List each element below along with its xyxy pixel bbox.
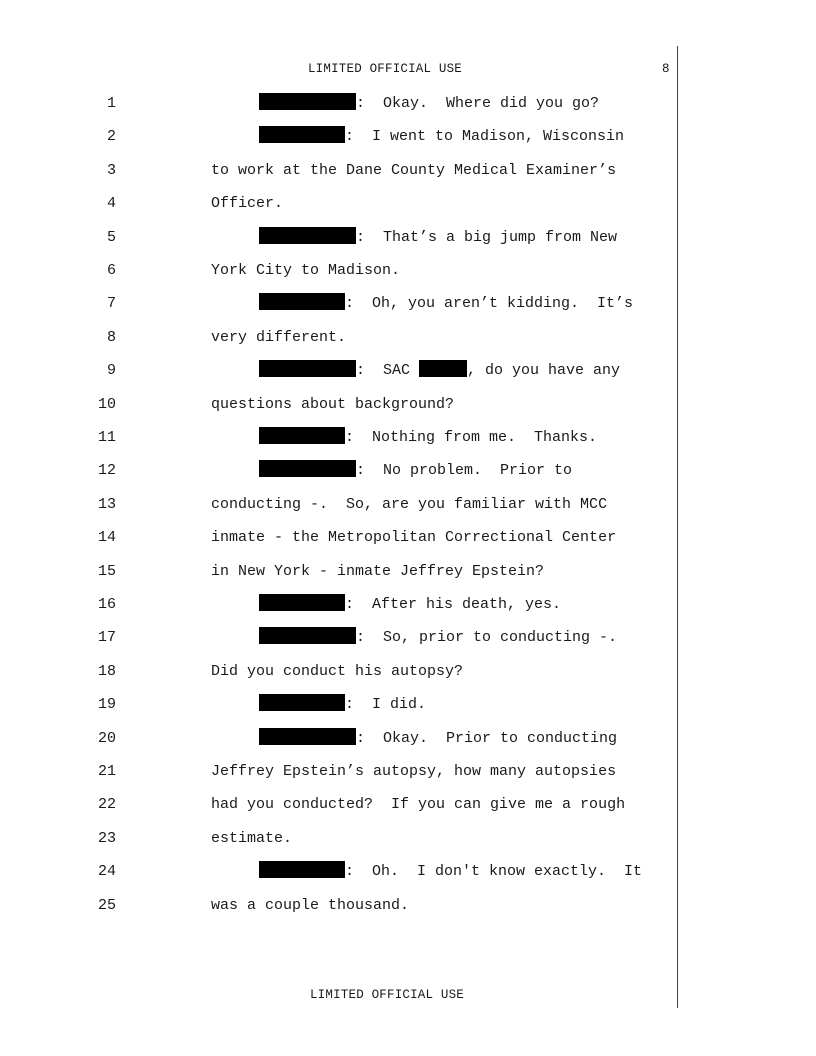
line-text-segment: : Nothing from me. Thanks.: [345, 429, 598, 446]
line-text-segment: : No problem. Prior to: [356, 462, 573, 480]
line-number: 6: [106, 262, 116, 279]
line-text-segment: : SAC: [356, 362, 420, 380]
redaction-box: [259, 627, 356, 644]
transcript-line: [0, 125, 700, 149]
transcript-line: [0, 894, 700, 918]
line-text: [211, 326, 346, 350]
line-number: 25: [97, 896, 116, 914]
transcript-line: [0, 159, 700, 183]
line-text: [259, 426, 597, 450]
line-number: 9: [106, 362, 116, 380]
line-text-segment: to work at the Dane County Medical Examiner’s: [211, 161, 617, 179]
line-text-segment: estimate.: [211, 829, 293, 847]
transcript-line: [0, 626, 700, 650]
line-text: [259, 92, 599, 116]
transcript-line: [0, 760, 700, 784]
line-number: 13: [97, 495, 116, 513]
line-number: 10: [97, 395, 116, 413]
line-text-segment: had you conducted? If you can give me a rough: [211, 796, 626, 814]
transcript-line: [0, 393, 700, 417]
line-number: 12: [97, 462, 116, 480]
line-text: [259, 626, 617, 650]
line-number: 5: [106, 228, 116, 246]
transcript-line: [0, 426, 700, 450]
line-text-segment: York City to Madison.: [211, 262, 401, 279]
line-text-segment: in New York - inmate Jeffrey Epstein?: [211, 562, 545, 580]
page-footer: LIMITED OFFICIAL USE: [309, 988, 465, 1002]
line-text: [259, 693, 426, 717]
line-number: 2: [106, 128, 116, 146]
line-text: [211, 760, 616, 784]
line-text-segment: : I went to Madison, Wisconsin: [345, 128, 625, 146]
line-number: 17: [97, 629, 116, 647]
transcript-line: [0, 226, 700, 250]
line-number: 7: [106, 295, 116, 313]
transcript-line: [0, 560, 700, 584]
line-number: 19: [97, 696, 116, 714]
redaction-box: [259, 861, 345, 878]
line-number: 21: [97, 763, 116, 780]
line-text-segment: : After his death, yes.: [345, 596, 562, 613]
line-number: 18: [97, 662, 116, 680]
transcript-line: [0, 192, 700, 216]
line-text: [259, 860, 642, 884]
redaction-box: [259, 694, 345, 711]
line-text: [259, 226, 617, 250]
page-number: 8: [662, 62, 670, 76]
transcript-line: [0, 359, 700, 383]
redaction-box: [259, 93, 356, 110]
transcript-line: [0, 326, 700, 350]
line-text-segment: questions about background?: [211, 395, 455, 413]
line-text: [259, 292, 633, 316]
line-text: [211, 192, 283, 216]
line-text-segment: Did you conduct his autopsy?: [211, 662, 464, 680]
line-text-segment: : So, prior to conducting -.: [356, 629, 618, 647]
line-number: 11: [97, 429, 116, 446]
transcript-line: [0, 827, 700, 851]
line-number: 15: [97, 562, 116, 580]
line-text: [211, 827, 292, 851]
line-text: [211, 894, 409, 918]
line-text-segment: conducting -. So, are you familiar with MCC: [211, 495, 608, 513]
line-text-segment: : That’s a big jump from New: [356, 228, 618, 246]
line-text-segment: : I did.: [345, 696, 427, 714]
redaction-box: [259, 227, 356, 244]
transcript-line: [0, 593, 700, 617]
redaction-box: [259, 360, 356, 377]
line-text: [211, 560, 544, 584]
line-text-segment: was a couple thousand.: [211, 896, 410, 914]
line-text-segment: : Okay. Where did you go?: [356, 95, 600, 112]
line-number: 24: [97, 863, 116, 881]
redaction-box: [259, 728, 356, 745]
redaction-box: [259, 427, 345, 444]
line-text-segment: inmate - the Metropolitan Correctional Center: [211, 529, 617, 547]
line-text-segment: Officer.: [211, 195, 284, 213]
transcript-line: [0, 292, 700, 316]
line-text-segment: : Okay. Prior to conducting: [356, 729, 618, 747]
transcript-line: [0, 693, 700, 717]
line-text: [259, 125, 624, 149]
line-text: [211, 159, 616, 183]
line-text: [259, 593, 561, 617]
page-header: LIMITED OFFICIAL USE: [307, 62, 463, 76]
transcript-line: [0, 526, 700, 550]
line-text: [211, 793, 625, 817]
line-number: 4: [106, 195, 116, 213]
line-number: 23: [97, 829, 116, 847]
line-text-segment: , do you have any: [467, 362, 621, 380]
redaction-box: [259, 460, 356, 477]
line-text: [259, 359, 620, 383]
redaction-box: [259, 293, 345, 310]
transcript-line: [0, 259, 700, 283]
line-text: [259, 727, 617, 751]
transcript-line: [0, 493, 700, 517]
redaction-box: [259, 594, 345, 611]
line-number: 1: [106, 95, 116, 112]
line-text: [211, 493, 607, 517]
line-text-segment: : Oh. I don't know exactly. It: [345, 863, 643, 881]
transcript-line: [0, 860, 700, 884]
transcript-line: [0, 727, 700, 751]
line-text: [259, 459, 572, 483]
line-text-segment: : Oh, you aren’t kidding. It’s: [345, 295, 634, 313]
line-number: 20: [97, 729, 116, 747]
redaction-box: [419, 360, 467, 377]
line-text: [211, 393, 454, 417]
line-text: [211, 259, 400, 283]
transcript-line: [0, 92, 700, 116]
redaction-box: [259, 126, 345, 143]
line-text: [211, 660, 463, 684]
line-number: 3: [106, 161, 116, 179]
line-number: 16: [97, 596, 116, 613]
line-number: 8: [106, 328, 116, 346]
line-text-segment: Jeffrey Epstein’s autopsy, how many autopsies: [211, 763, 617, 780]
transcript-line: [0, 459, 700, 483]
line-number: 14: [97, 529, 116, 547]
line-text: [211, 526, 616, 550]
line-number: 22: [97, 796, 116, 814]
line-text-segment: very different.: [211, 328, 347, 346]
transcript-line: [0, 793, 700, 817]
transcript-line: [0, 660, 700, 684]
